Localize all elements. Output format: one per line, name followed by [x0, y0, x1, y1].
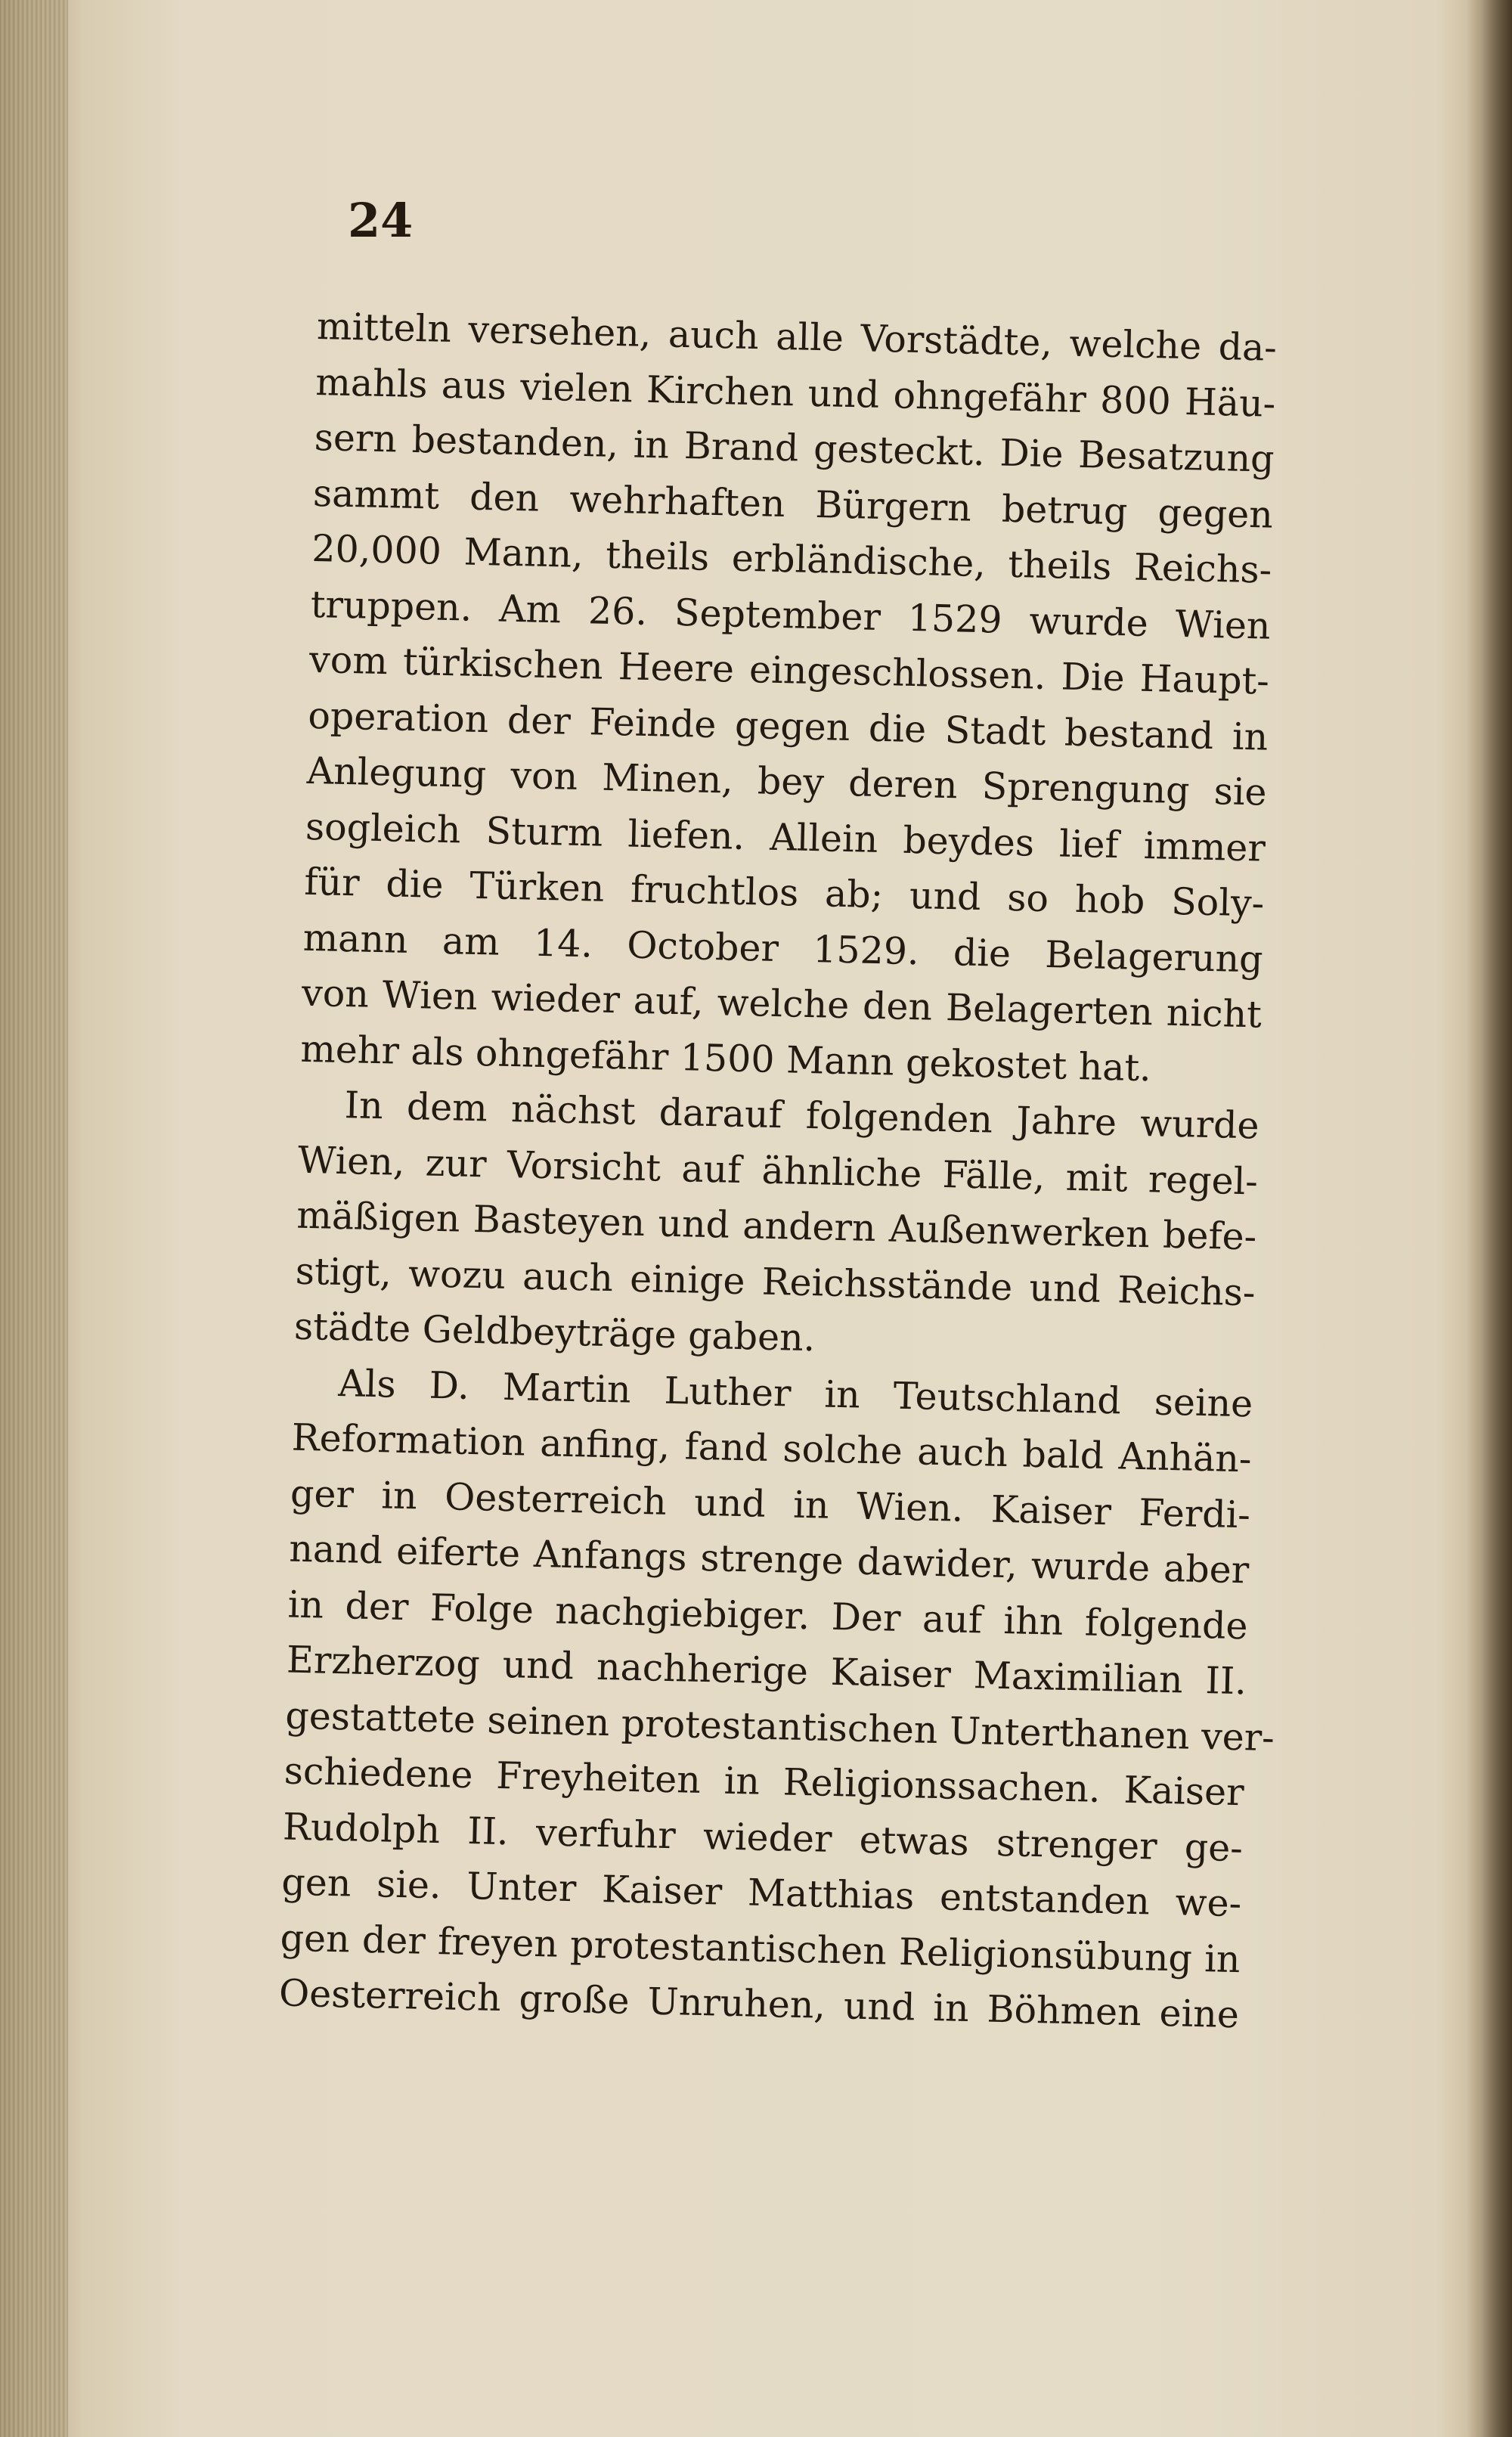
text-line: schiedene Freyheiten in Religionssachen. Kaiser: [284, 1749, 1245, 1815]
text-line: sogleich Sturm liefen. Allein beydes lief immer: [305, 805, 1266, 870]
page-edges: [0, 0, 68, 2437]
text-line: gen der freyen protestantischen Religionsübung in: [280, 1915, 1241, 1981]
text-line: mann am 14. October 1529. die Belagerung: [302, 916, 1264, 981]
page-number: 24: [348, 193, 414, 248]
paragraph-end-line: städte Geldbeyträge gaben.: [293, 1304, 816, 1360]
paragraph-end-line: mehr als ohngefähr 1500 Mann gekostet hat.: [299, 1027, 1152, 1090]
text-line: stigt, wozu auch einige Reichsstände und Reichs-: [295, 1249, 1256, 1314]
text-line: mäßigen Basteyen und andern Außenwerken befe-: [296, 1193, 1257, 1259]
paragraph-start-line: In dem nächst darauf folgenden Jahre wurde: [344, 1084, 1260, 1148]
text-line: Oesterreich große Unruhen, und in Böhmen eine: [278, 1971, 1240, 2037]
text-line: gen sie. Unter Kaiser Matthias entstanden we-: [280, 1860, 1242, 1926]
body-text: [278, 299, 1277, 2043]
text-line: 20,000 Mann, theils erbländische, theils Reichs-: [311, 526, 1272, 592]
text-line: ger in Oesterreich und in Wien. Kaiser Ferdi-: [290, 1471, 1251, 1536]
spine-shadow: [1467, 0, 1512, 2437]
text-line: vom türkischen Heere eingeschlossen. Die Haupt-: [308, 637, 1270, 703]
text-line: nand eiferte Anfangs strenge dawider, wurde aber: [288, 1527, 1250, 1592]
text-line: von Wien wieder auf, welche den Belagerten nicht: [301, 971, 1263, 1037]
text-line: Wien, zur Vorsicht auf ähnliche Fälle, mit regel-: [297, 1138, 1259, 1204]
text-line: Reformation anfing, fand solche auch bald Anhän-: [291, 1415, 1253, 1481]
paragraph-start-line: Als D. Martin Luther in Teutschland seine: [337, 1361, 1253, 1425]
text-line: Anlegung von Minen, bey deren Sprengung sie: [306, 749, 1268, 814]
text-line: truppen. Am 26. September 1529 wurde Wien: [310, 582, 1272, 648]
text-line: gestattete seinen protestantischen Unterthanen ver-: [284, 1694, 1275, 1760]
text-line: mitteln versehen, auch alle Vorstädte, welche da-: [316, 304, 1278, 370]
text-line: Erzherzog und nachherige Kaiser Maximilian II.: [286, 1638, 1247, 1704]
text-line: operation der Feinde gegen die Stadt bestand in: [307, 693, 1269, 759]
text-line: sern bestanden, in Brand gesteckt. Die Besatzung: [314, 415, 1275, 481]
text-line: mahls aus vielen Kirchen und ohngefähr 800 Häu-: [314, 360, 1276, 426]
text-line: für die Türken fruchtlos ab; und so hob Soly-: [303, 860, 1265, 926]
text-line: Rudolph II. verfuhr wieder etwas strenger ge-: [282, 1804, 1244, 1870]
text-line: sammt den wehrhaften Bürgern betrug gegen: [312, 471, 1274, 537]
text-line: in der Folge nachgiebiger. Der auf ihn folgende: [287, 1583, 1249, 1648]
